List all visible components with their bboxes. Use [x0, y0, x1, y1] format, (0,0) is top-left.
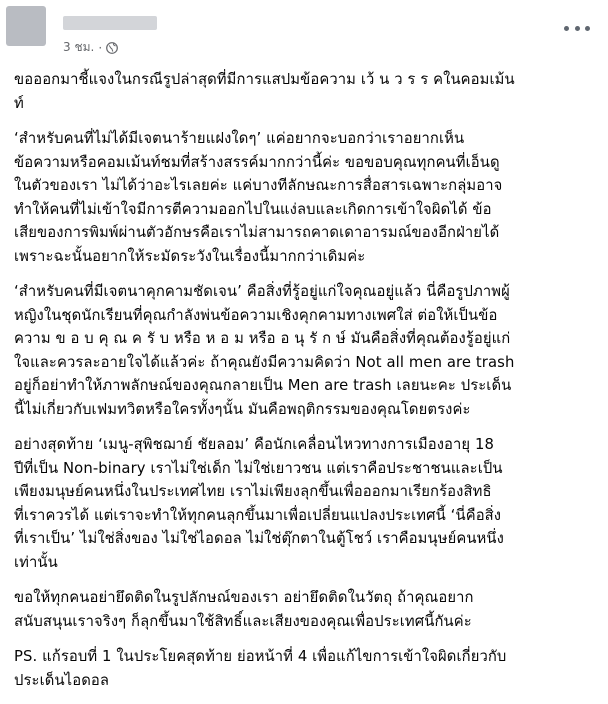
more-options-icon[interactable]	[564, 22, 590, 34]
meta-separator: ·	[98, 40, 103, 55]
post-body	[14, 68, 602, 704]
post-paragraph-5: ขอให้ทุกคนอย่ายึดติดในรูปลักษณ์ของเรา อย่ายึดติดในวัตถุ ถ้าคุณอยาก สนับสนุนเราจริงๆ ก็ลุกขึ้นมาใช้สิทธิ์และเสียงของคุณเพื่อประเทศนี้กันค่ะ	[14, 589, 474, 630]
post-header	[0, 0, 608, 64]
post-paragraph-3: ‘สำหรับคนที่มีเจตนาคุกคามชัดเจน’ คือสิ่งที่รู้อยู่แก่ใจคุณอยู่แล้ว นี่คือรูปภาพผู้ หญิงในชุดนักเรียนที่คุณกำลังพ่นข้อความเชิงคุกคามทางเพศใส่ ต่อให้เป็นข้อ ความ ข อ บ คุ ณ ค รั บ หรือ ห อ ม หรือ อ นุ รั ก ษ์ มันคือสิ่งที่คุณต้องรู้อยู่แก่ ใจและควรละอายใจได้แล้วค่ะ ถ้าคุณยังมีความคิดว่า Not all men are trash อยู่ก็อย่าทำให้ภาพลักษณ์ของคุณกลายเป็น Men are trash เลยนะคะ ประเด็น นี้ไม่เกี่ยวกับเฟมทวิตหรือใครทั้งๆนั้น มันคือพฤติกรรมของคุณโดยตรงค่ะ	[14, 283, 515, 418]
globe-icon[interactable]	[106, 42, 118, 54]
post-paragraph-2: ‘สำหรับคนที่ไม่ได้มีเจตนาร้ายแฝงใดๆ’ แค่อยากจะบอกว่าเราอยากเห็น ข้อความหรือคอมเม้นท์ชมที่สร้างสรรค์มากกว่านี้ค่ะ ขอขอบคุณทุกคนที่เอ็นดู ในตัวของเรา ไม่ได้ว่าอะไรเลยค่ะ แค่บางทีลักษณะการสื่อสารเฉพาะกลุ่มอาจ ทำให้คนที่ไม่เข้าใจมีการตีความออกไปในแง่ลบและเกิดการเข้าใจผิดได้ ข้อ เสียของการพิมพ์ผ่านตัวอักษรคือเราไม่สามารถคาดเดาอารมณ์ของอีกฝ่ายได้ เพราะฉะนั้นอยากให้ระมัดระวังในเรื่องนี้มากกว่าเดิมค่ะ	[14, 130, 503, 265]
post-meta	[63, 38, 118, 57]
author-name-redacted[interactable]	[63, 16, 157, 30]
avatar[interactable]	[6, 6, 46, 46]
post-paragraph-1: ขอออกมาชี้แจงในกรณีรูปล่าสุดที่มีการแสปมข้อความ เว้ น ว ร ร คในคอมเม้น ท์	[14, 71, 515, 112]
post-paragraph-4: อย่างสุดท้าย ‘เมนู-สุพิชฌาย์ ชัยลอม’ คือนักเคลื่อนไหวทางการเมืองอายุ 18 ปีที่เป็น Non-binary เราไม่ใช่เด็ก ไม่ใช่เยาวชน แต่เราคือประชาชนและเป็น เพียงมนุษย์คนหนึ่งในประเทศไทย เราไม่เพียงลุกขึ้นเพื่อออกมาเรียกร้องสิทธิ ที่เราควรได้ แต่เราจะทำให้ทุกคนลุกขึ้นมาเพื่อเปลี่ยนแปลงประเทศนี้ ‘นี่คือสิ่ง ที่เราเป็น’ ไม่ใช่สิ่งของ ไม่ใช่ไอดอล ไม่ใช่ตุ๊กตาในตู้โชว์ เราคือมนุษย์คนหนึ่ง เท่านั้น	[14, 436, 504, 571]
post-paragraph-6: PS. แก้รอบที่ 1 ในประโยคสุดท้าย ย่อหน้าที่ 4 เพื่อแก้ไขการเข้าใจผิดเกี่ยวกับ ประเด็นไอดอล	[14, 648, 507, 689]
post-time[interactable]: 3 ชม.	[63, 40, 95, 54]
